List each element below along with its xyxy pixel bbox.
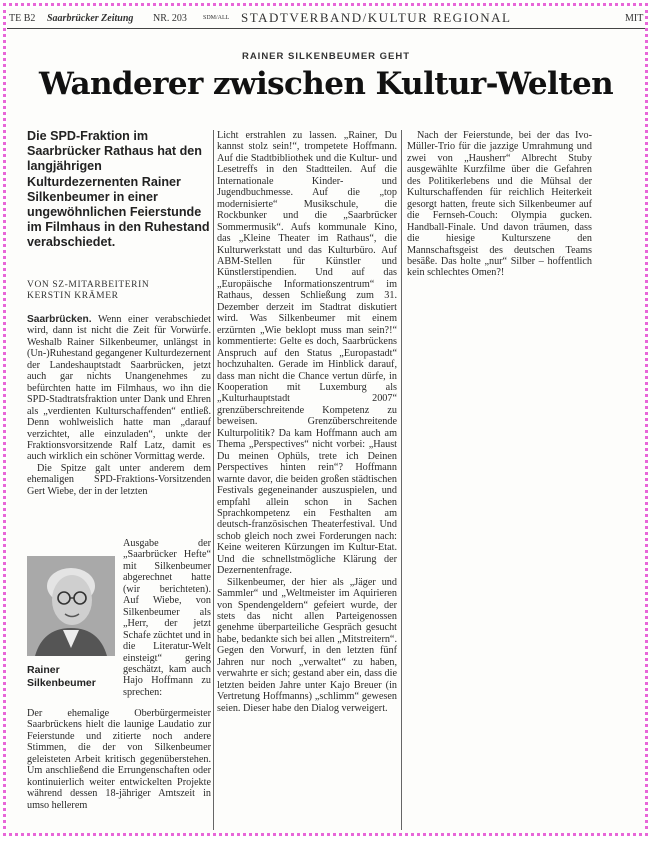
photo-caption <box>27 664 119 689</box>
issue-number: NR. 203 <box>153 13 187 24</box>
masthead <box>7 8 645 29</box>
byline-line-1: VON SZ-MITARBEITERIN <box>27 280 150 290</box>
paragraph: Die Spitze galt unter anderem dem ehemaligen SPD-Fraktions-Vorsitzenden Gert Wiebe, der in der letzten <box>27 462 211 497</box>
section-title: STADTVERBAND/KULTUR REGIONAL <box>241 10 512 25</box>
byline <box>27 280 211 302</box>
portrait-photo <box>27 556 115 656</box>
article-kicker: RAINER SILKENBEUMER GEHT <box>241 51 411 62</box>
column-1-bottom <box>27 708 211 811</box>
page-number: TE B2 <box>9 13 36 24</box>
article-lead: Die SPD-Fraktion im Saarbrücker Rathaus hat den langjährigen Kulturdezernenten Rainer Silkenbeumer in einer ungewöhnlichen Feierstunde im Filmhaus in den Ruhestand verabschiedet. <box>27 129 210 250</box>
paragraph: Nach der Feierstunde, bei der das Ivo-Müller-Trio für die jazzige Umrahmung und zwei von „Hausherr“ Albrecht Stuby ausgewählte Kurzfilme über die Gefahren des Politikerlebens und die Mühsal der Kulturschaffenden für reichlich Heiterkeit gesorgt hatten, freute sich Silkenbeumer auf die Fernseh-Couch: Olympia gucken. Handball-Finale. Und davon träumen, dass die hiesige Kulturszene den Mannschaftsgeist des deutschen Teams besäße. Das holte „nur“ Silber – hoffentlich kein schlechtes Omen?! <box>407 130 592 279</box>
portrait-image <box>27 556 115 656</box>
paragraph: Silkenbeumer, der hier als „Jäger und Sammler“ und „Weltmeister im Aquirieren von Spendengeldern“ gefeiert wurde, der stets das nicht allen Parteigenossen genehme überparteiliche Gespräch gesucht habe, bedankte sich bei allen „Mitstreitern“. Gegen den Vorwurf, in den letzten fünf Jahren nur noch „verwaltet“ zu haben, verwahrte er sich; gestand aber ein, dass die letzten beiden Jahre unter Kajo Breuer (in Vertretung Hoffmanns) „schlimm“ gewesen seien. Dieser habe den Dialog verweigert. <box>217 576 397 714</box>
paragraph: Ausgabe der „Saarbrücker Hefte“ mit Silkenbeumer abgerechnet hatte (wir berichteten). Auf Wiebe, von Silkenbeumer als „Herr, der jetzt Schafe züchtet und in die Literatur-Welt einsteigt“ gering geschätzt, kam auch Hajo Hoffmann zu sprechen: <box>123 538 211 698</box>
paragraph: Der ehemalige Oberbürgermeister Saarbrückens hielt die launige Laudatio zur Feierstunde und zitierte noch andere Stimmen, die der von Silkenbeumer geleisteten Arbeit kritisch gegenüberstehen. Um anschließend die Errungenschaften oder kontinuierlich weiter entwickelten Projekte während dessen 18-jähriger Amtszeit in umso hellerem <box>27 708 211 811</box>
paper-name: Saarbrücker Zeitung <box>47 13 134 24</box>
weekday-fragment: MIT <box>625 13 644 24</box>
byline-author: KERSTIN KRÄMER <box>27 291 119 301</box>
column-2 <box>217 130 397 714</box>
column-divider <box>213 130 214 830</box>
column-divider <box>401 130 402 830</box>
article-headline: Wanderer zwischen Kultur-Welten <box>38 66 614 102</box>
paragraph <box>27 314 211 463</box>
dateline: Saarbrücken. <box>27 314 92 325</box>
column-3 <box>407 130 592 279</box>
newspaper-clipping <box>7 8 645 833</box>
caption-line-1: Rainer <box>27 664 60 676</box>
caption-line-2: Silkenbeumer <box>27 676 96 689</box>
paragraph: Licht erstrahlen zu lassen. „Rainer, Du kannst stolz sein!“, trompetete Hoffmann. Auf die Stadtbibliothek und die Kultur- und Lesetreffs in den Stadtteilen. Auf die Internationale Kinder- und Jugendbuchmesse. Auf die „top modernisierte“ Musikschule, die Rockbunker und die „Saarbrücker Sommermusik“. Aufs kommunale Kino, das „Kleine Theater im Rathaus“, die Kulturwerkstatt und das Kulturbüro. Auf ABM-Stellen für Künstler und Künstlerstipendien. Und auf das „Europäische Informationszentrum“ im Rathaus, dessen Schließung zum 31. Dezember derzeit im Stadtrat diskutiert wird. Was Silkenbeumer mit einem erzürnten „Wie beklopt muss man sein?!“ kommentierte: Gelte es doch, Saarbrückens Anspruch auf den Status „Europastadt“ hochzuhalten. Gerade im Hinblick darauf, dass man nicht die Chance vertun dürfe, in Kooperation mit Luxemburg als „Kulturhauptstadt 2007“ grenzüberschreitende Kompetenz zu beweisen. Grenzüberschreitende Kulturpolitik? Da kam Hoffmann auch am Thema „Perspectives“ nicht vorbei: „Haust Du meinen Ophüls, trete ich Deinen Perspectives hinten rein“? Hoffmann warnte davor, die beiden großen städtischen Festivals gegeneinander auszuspielen, und empfahl allein schon in Sachen Sprachkompetenz ein Festhalten am deutsch-französischen Theaterfestival. Und schob gleich noch zwei Forderungen nach: Keine weiteren Kürzungen im Kultur-Etat. Und die schnellstmögliche Klärung der Dezernentenfrage. <box>217 130 397 577</box>
paragraph-text: Wenn einer verabschiedet wird, dann ist nicht die Zeit für Vorwürfe. Weshalb Rainer Silkenbeumer, unlängst in (Un-)Ruhestand gegangener Kulturdezernent der Landeshauptstadt Saarbrücken, jetzt auch gar nichts Unangenehmes zu befürchten hatte im Filmhaus, wo ihn die SPD-Stadtratsfraktion unter Dank und Ehren als „verdienten Kulturschaffenden“ entließ. Denn wohlweislich hatte man „darauf verzichtet, alle einzuladen“, unkte der Fraktionsvorsitzende Ralf Latz, damit es auch wirklich ein schöner Vormittag werde. <box>27 314 211 463</box>
column-1-wrap-text <box>123 538 211 698</box>
edition-code: SDM/ALL <box>203 15 230 21</box>
column-1-top <box>27 314 211 497</box>
